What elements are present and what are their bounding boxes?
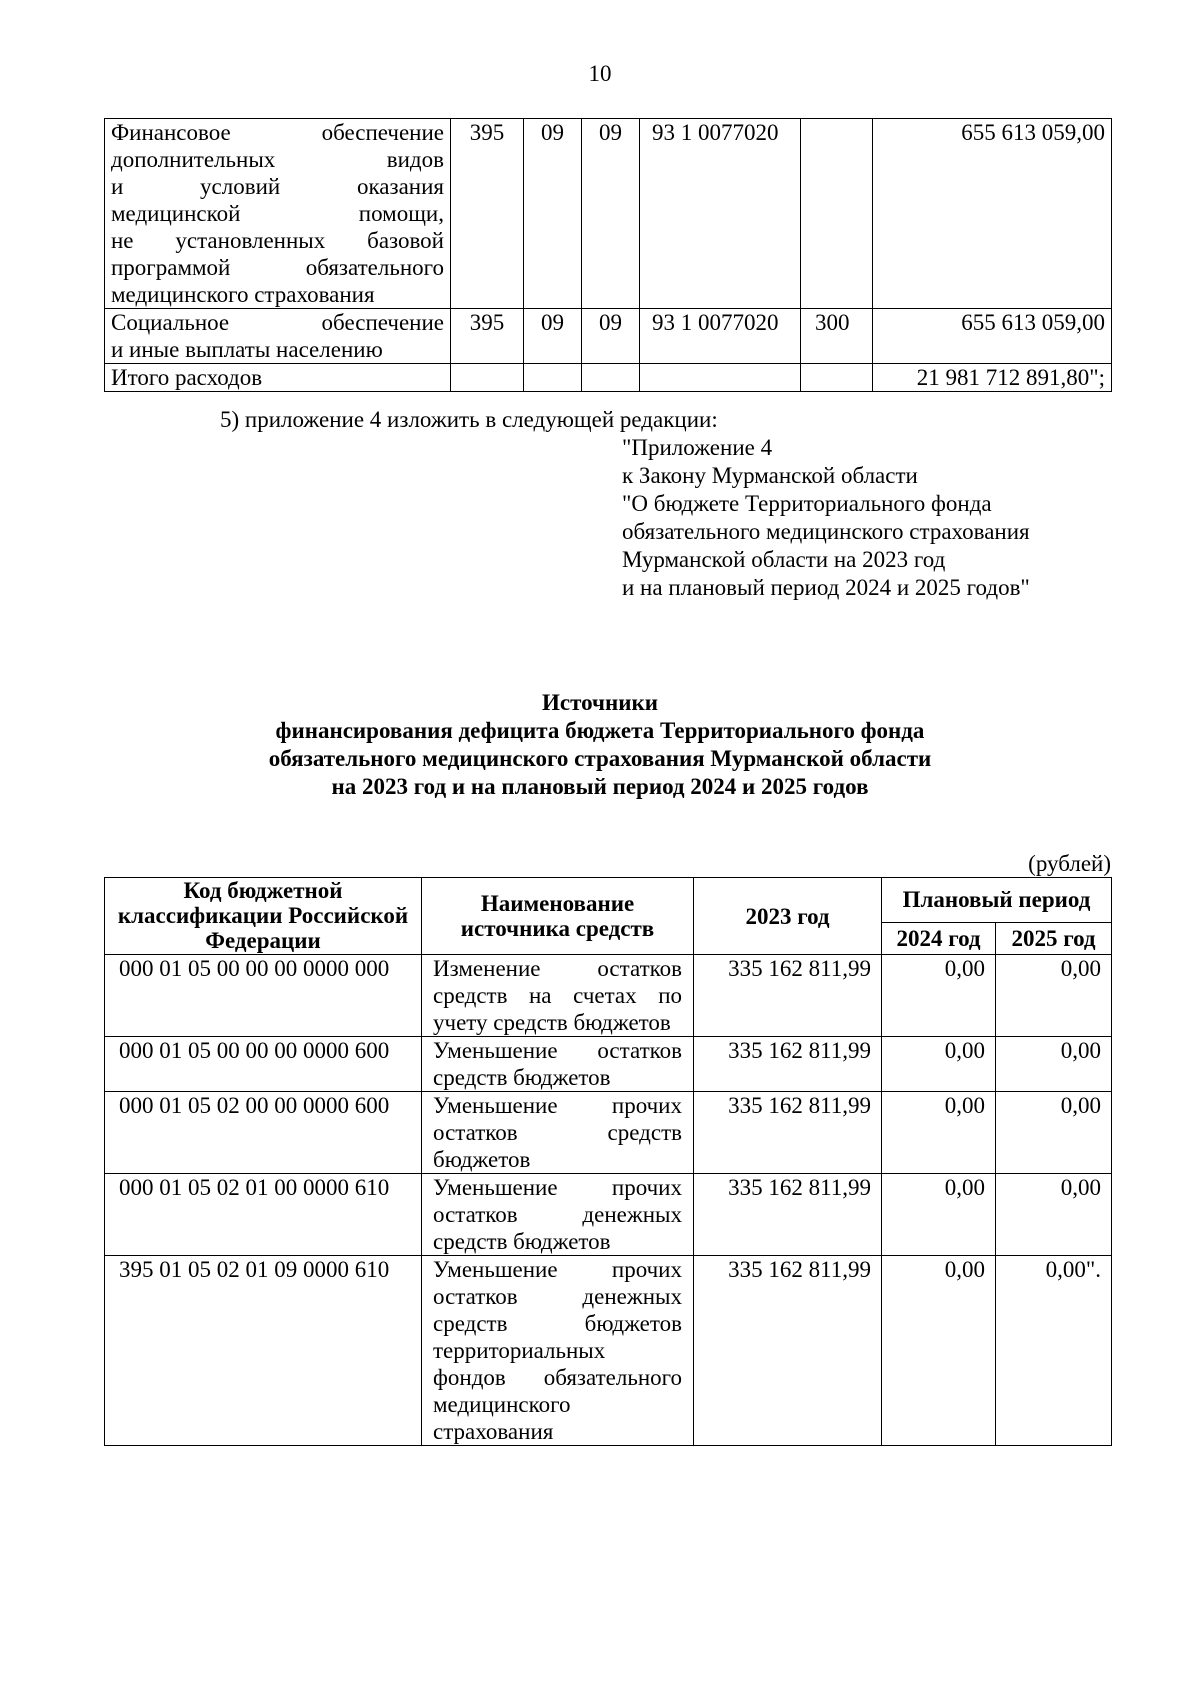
header-row bbox=[105, 878, 1112, 923]
appendix-line: Мурманской области на 2023 год bbox=[622, 547, 946, 572]
total-label: Итого расходов bbox=[105, 364, 451, 392]
source-name-cell: Уменьшение прочих остатков денежных средств бюджетов территориальных фондов обязательного медицинского страхования bbox=[422, 1256, 694, 1446]
source-name-cell: Изменение остатков средств на счетах по учету средств бюджетов bbox=[422, 955, 694, 1037]
code-cell: 000 01 05 00 00 00 0000 000 bbox=[105, 955, 422, 1037]
value-2023-cell: 335 162 811,99 bbox=[694, 1092, 882, 1174]
value-2023-cell: 335 162 811,99 bbox=[694, 1174, 882, 1256]
title-line: на 2023 год и на плановый период 2024 и 2025 годов bbox=[331, 774, 869, 799]
empty-cell bbox=[451, 364, 524, 392]
table-row bbox=[105, 1092, 1112, 1174]
table-row bbox=[105, 1037, 1112, 1092]
appendix-line: и на плановый период 2024 и 2025 годов" bbox=[622, 575, 1030, 600]
total-sum: 21 981 712 891,80"; bbox=[873, 364, 1112, 392]
grbs-cell: 395 bbox=[451, 119, 524, 309]
target-article-cell: 93 1 0077020 bbox=[640, 309, 801, 364]
title-line: обязательного медицинского страхования Мурманской области bbox=[268, 746, 932, 771]
section-cell: 09 bbox=[524, 119, 582, 309]
value-2023-cell: 335 162 811,99 bbox=[694, 955, 882, 1037]
text-line: Финансовое обеспечение bbox=[111, 120, 444, 145]
text-line: и условий оказания bbox=[111, 174, 444, 199]
value-2025-cell: 0,00 bbox=[996, 955, 1112, 1037]
code-cell: 000 01 05 02 01 00 0000 610 bbox=[105, 1174, 422, 1256]
appendix-line: к Закону Мурманской области bbox=[622, 463, 918, 488]
source-name-cell: Уменьшение прочих остатков средств бюджетов bbox=[422, 1092, 694, 1174]
header-2025: 2025 год bbox=[996, 922, 1112, 954]
value-2024-cell: 0,00 bbox=[882, 1174, 996, 1256]
expenses-table bbox=[104, 118, 1112, 392]
sources-table bbox=[104, 877, 1112, 1446]
total-row bbox=[105, 364, 1112, 392]
text-line: Социальное обеспечение bbox=[111, 310, 444, 335]
value-2023-cell: 335 162 811,99 bbox=[694, 1256, 882, 1446]
header-2023: 2023 год bbox=[694, 878, 882, 955]
expense-name-cell bbox=[105, 119, 451, 309]
source-name-cell: Уменьшение прочих остатков денежных средств бюджетов bbox=[422, 1174, 694, 1256]
expense-type-cell bbox=[801, 119, 873, 309]
empty-cell bbox=[524, 364, 582, 392]
value-2025-cell: 0,00 bbox=[996, 1174, 1112, 1256]
text-line: не установленных базовой bbox=[111, 228, 444, 253]
section-cell: 09 bbox=[524, 309, 582, 364]
amendment-text: 5) приложение 4 изложить в следующей редакции: bbox=[220, 407, 718, 432]
header-code: Код бюджетной классификации Российской Федерации bbox=[105, 878, 422, 955]
page-number: 10 bbox=[588, 61, 612, 86]
expense-name-cell bbox=[105, 309, 451, 364]
code-cell: 000 01 05 02 00 00 0000 600 bbox=[105, 1092, 422, 1174]
appendix-line: "Приложение 4 bbox=[622, 435, 773, 460]
value-2024-cell: 0,00 bbox=[882, 1256, 996, 1446]
grbs-cell: 395 bbox=[451, 309, 524, 364]
text-line: медицинской помощи, bbox=[111, 201, 444, 226]
table-row bbox=[105, 309, 1112, 364]
sum-cell: 655 613 059,00 bbox=[873, 309, 1112, 364]
table-row bbox=[105, 1174, 1112, 1256]
value-2025-cell: 0,00". bbox=[996, 1256, 1112, 1446]
empty-cell bbox=[582, 364, 640, 392]
sum-cell: 655 613 059,00 bbox=[873, 119, 1112, 309]
subsection-cell: 09 bbox=[582, 119, 640, 309]
value-2025-cell: 0,00 bbox=[996, 1037, 1112, 1092]
table-row bbox=[105, 119, 1112, 309]
table-row bbox=[105, 955, 1112, 1037]
expense-type-cell: 300 bbox=[801, 309, 873, 364]
title-line: Источники bbox=[542, 690, 658, 715]
value-2024-cell: 0,00 bbox=[882, 1092, 996, 1174]
header-name: Наименование источника средств bbox=[422, 878, 694, 955]
appendix-header bbox=[622, 434, 1030, 602]
appendix-line: обязательного медицинского страхования bbox=[622, 519, 1030, 544]
empty-cell bbox=[801, 364, 873, 392]
source-name-cell: Уменьшение остатков средств бюджетов bbox=[422, 1037, 694, 1092]
value-2024-cell: 0,00 bbox=[882, 1037, 996, 1092]
text-line: медицинского страхования bbox=[111, 282, 375, 307]
subsection-cell: 09 bbox=[582, 309, 640, 364]
table-row bbox=[105, 1256, 1112, 1446]
header-2024: 2024 год bbox=[882, 922, 996, 954]
target-article-cell: 93 1 0077020 bbox=[640, 119, 801, 309]
text-line: программой обязательного bbox=[111, 255, 444, 280]
document-title bbox=[0, 689, 1200, 801]
empty-cell bbox=[640, 364, 801, 392]
header-planned-period: Плановый период bbox=[882, 878, 1112, 923]
value-2023-cell: 335 162 811,99 bbox=[694, 1037, 882, 1092]
units-label: (рублей) bbox=[1028, 851, 1111, 876]
text-line: и иные выплаты населению bbox=[111, 337, 383, 362]
code-cell: 395 01 05 02 01 09 0000 610 bbox=[105, 1256, 422, 1446]
appendix-line: "О бюджете Территориального фонда bbox=[622, 491, 992, 516]
code-cell: 000 01 05 00 00 00 0000 600 bbox=[105, 1037, 422, 1092]
value-2024-cell: 0,00 bbox=[882, 955, 996, 1037]
title-line: финансирования дефицита бюджета Территориального фонда bbox=[275, 718, 925, 743]
value-2025-cell: 0,00 bbox=[996, 1092, 1112, 1174]
text-line: дополнительных видов bbox=[111, 147, 444, 172]
